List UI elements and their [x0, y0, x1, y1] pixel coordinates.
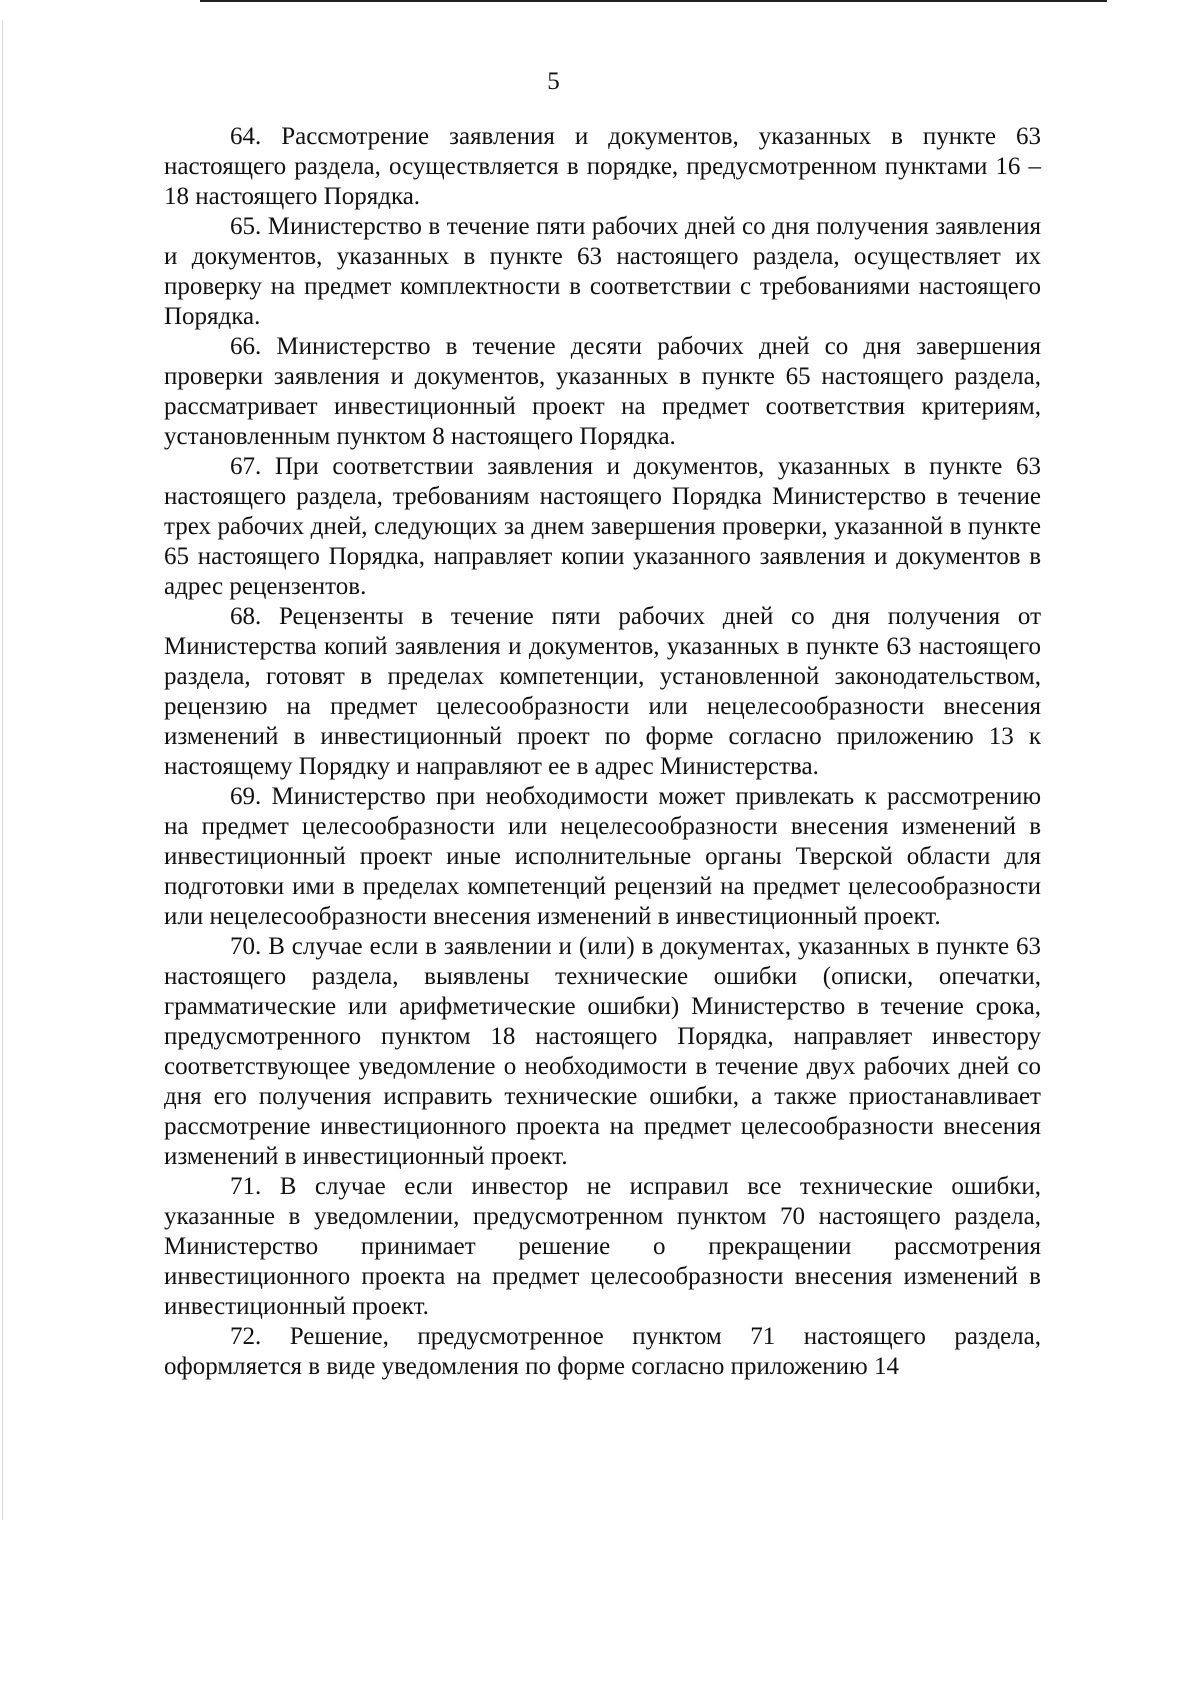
paragraph-70: 70. В случае если в заявлении и (или) в документах, указанных в пункте 63 настоящего раздела, выявлены технические ошибки (описки, опечатки, грамматические или арифметические ошибки) Министерство в течение срока, предусмотренного пунктом 18 настоящего Порядка, направляет инвестору соответствующее уведомление о необходимости в течение двух рабочих дней со дня его получения исправить технические ошибки, а также приостанавливает рассмотрение инвестиционного проекта на предмет целесообразности внесения изменений в инвестиционный проект. [164, 933, 1041, 1170]
paragraph-69: 69. Министерство при необходимости может привлекать к рассмотрению на предмет целесообразности или нецелесообразности внесения изменений в инвестиционный проект иные исполнительные органы Тверской области для подготовки ими в пределах компетенций рецензий на предмет целесообразности или нецелесообразности внесения изменений в инвестиционный проект. [164, 783, 1041, 930]
document-body [164, 122, 1041, 1382]
paragraph-67: 67. При соответствии заявления и документов, указанных в пункте 63 настоящего раздела, требованиям настоящего Порядка Министерство в течение трех рабочих дней, следующих за днем завершения проверки, указанной в пункте 65 настоящего Порядка, направляет копии указанного заявления и документов в адрес рецензентов. [164, 453, 1041, 600]
paragraph-66: 66. Министерство в течение десяти рабочих дней со дня завершения проверки заявления и документов, указанных в пункте 65 настоящего раздела, рассматривает инвестиционный проект на предмет соответствия критериям, установленным пунктом 8 настоящего Порядка. [164, 333, 1041, 450]
paragraph-71: 71. В случае если инвестор не исправил все технические ошибки, указанные в уведомлении, предусмотренном пунктом 70 настоящего раздела, Министерство принимает решение о прекращении рассмотрения инвестиционного проекта на предмет целесообразности внесения изменений в инвестиционный проект. [164, 1173, 1041, 1320]
paragraph-64: 64. Рассмотрение заявления и документов, указанных в пункте 63 настоящего раздела, осуществляется в порядке, предусмотренном пунктами 16 – 18 настоящего Порядка. [164, 123, 1041, 210]
paragraph-68: 68. Рецензенты в течение пяти рабочих дней со дня получения от Министерства копий заявления и документов, указанных в пункте 63 настоящего раздела, готовят в пределах компетенции, установленной законодательством, рецензию на предмет целесообразности или нецелесообразности внесения изменений в инвестиционный проект по форме согласно приложению 13 к настоящему Порядку и направляют ее в адрес Министерства. [164, 603, 1041, 780]
paragraph-65: 65. Министерство в течение пяти рабочих дней со дня получения заявления и документов, указанных в пункте 63 настоящего раздела, осуществляет их проверку на предмет комплектности в соответствии с требованиями настоящего Порядка. [164, 213, 1041, 330]
page-number: 5 [547, 68, 560, 95]
scan-left-edge-line [2, 20, 3, 1520]
paragraph-72: 72. Решение, предусмотренное пунктом 71 настоящего раздела, оформляется в виде уведомления по форме согласно приложению 14 [164, 1323, 1041, 1380]
scan-top-edge-line [200, 0, 1107, 2]
